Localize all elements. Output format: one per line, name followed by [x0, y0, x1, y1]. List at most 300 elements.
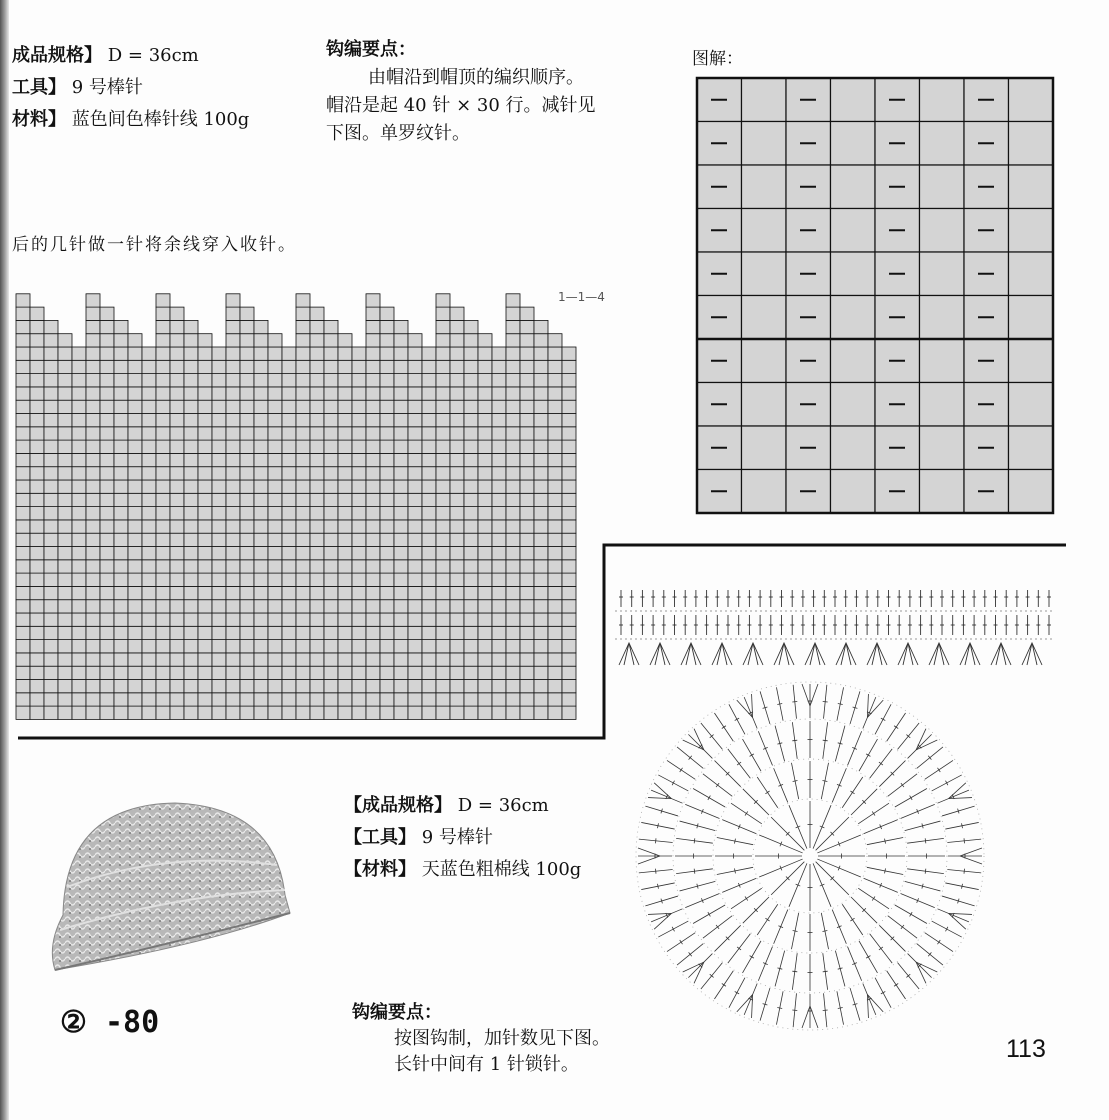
page-number: 113	[1006, 1035, 1046, 1063]
grid-cell	[338, 653, 352, 666]
grid-cell	[198, 347, 212, 360]
fan-stitch	[929, 643, 949, 665]
rib-cell	[1009, 426, 1054, 470]
grid-cell	[86, 520, 100, 533]
grid-cell	[450, 533, 464, 546]
grid-cell	[44, 573, 58, 586]
grid-cell	[562, 347, 576, 360]
grid-cell	[436, 387, 450, 400]
grid-cell	[254, 640, 268, 653]
grid-cell	[226, 626, 240, 639]
grid-cell	[352, 467, 366, 480]
grid-cell	[44, 334, 58, 347]
grid-cell	[44, 360, 58, 373]
grid-cell	[282, 666, 296, 679]
grid-cell	[44, 693, 58, 706]
grid-cell	[212, 586, 226, 599]
grid-cell	[534, 360, 548, 373]
material-value: 蓝色间色棒针线 100g	[71, 109, 250, 130]
grid-cell	[128, 387, 142, 400]
grid-cell	[394, 387, 408, 400]
stitch-mark	[708, 796, 711, 800]
tips-line: 帽沿是起 40 针 × 30 行。减针见	[326, 95, 596, 116]
grid-cell	[548, 666, 562, 679]
grid-cell	[310, 374, 324, 387]
grid-cell	[212, 520, 226, 533]
grid-cell	[338, 493, 352, 506]
grid-cell	[394, 320, 408, 333]
grid-cell	[254, 427, 268, 440]
grid-cell	[324, 467, 338, 480]
grid-cell	[72, 520, 86, 533]
grid-cell	[408, 693, 422, 706]
grid-cell	[366, 320, 380, 333]
grid-cell	[394, 560, 408, 573]
grid-cell	[114, 613, 128, 626]
grid-cell	[338, 693, 352, 706]
grid-cell	[100, 573, 114, 586]
grid-cell	[156, 693, 170, 706]
grid-cell	[352, 533, 366, 546]
grid-cell	[296, 294, 310, 307]
grid-cell	[394, 427, 408, 440]
grid-cell	[296, 334, 310, 347]
grid-cell	[128, 693, 142, 706]
grid-cell	[548, 414, 562, 427]
grid-cell	[170, 440, 184, 453]
grid-cell	[352, 560, 366, 573]
stitch-mark	[894, 983, 898, 986]
grid-cell	[282, 387, 296, 400]
grid-cell	[562, 706, 576, 719]
grid-cell	[492, 480, 506, 493]
grid-cell	[352, 360, 366, 373]
grid-cell	[534, 480, 548, 493]
grid-cell	[100, 427, 114, 440]
grid-cell	[450, 453, 464, 466]
grid-cell	[506, 320, 520, 333]
grid-cell	[436, 680, 450, 693]
grid-cell	[16, 560, 30, 573]
grid-cell	[170, 640, 184, 653]
grid-cell	[282, 493, 296, 506]
rib-cell	[831, 252, 876, 296]
grid-cell	[156, 453, 170, 466]
grid-cell	[338, 520, 352, 533]
grid-cell	[548, 387, 562, 400]
grid-cell	[114, 533, 128, 546]
grid-cell	[310, 320, 324, 333]
grid-cell	[436, 666, 450, 679]
grid-cell	[366, 307, 380, 320]
grid-cell	[16, 533, 30, 546]
grid-cell	[30, 440, 44, 453]
grid-cell	[142, 613, 156, 626]
grid-cell	[170, 307, 184, 320]
grid-cell	[534, 467, 548, 480]
grid-cell	[142, 493, 156, 506]
grid-cell	[86, 547, 100, 560]
decrease-label: 1—1—4	[558, 290, 605, 304]
grid-cell	[520, 360, 534, 373]
grid-cell	[170, 387, 184, 400]
grid-cell	[534, 453, 548, 466]
grid-cell	[464, 320, 478, 333]
grid-cell	[44, 640, 58, 653]
grid-cell	[240, 640, 254, 653]
grid-cell	[450, 640, 464, 653]
rib-cell	[920, 383, 965, 427]
grid-cell	[562, 653, 576, 666]
grid-cell	[198, 547, 212, 560]
grid-cell	[100, 493, 114, 506]
material-label: 材料】	[12, 109, 66, 130]
grid-cell	[394, 613, 408, 626]
grid-cell	[58, 640, 72, 653]
grid-cell	[436, 467, 450, 480]
grid-cell	[240, 626, 254, 639]
grid-cell	[492, 533, 506, 546]
grid-cell	[114, 666, 128, 679]
grid-cell	[366, 666, 380, 679]
grid-cell	[156, 613, 170, 626]
grid-cell	[520, 680, 534, 693]
grid-cell	[86, 653, 100, 666]
grid-cell	[324, 586, 338, 599]
grid-cell	[310, 573, 324, 586]
grid-cell	[534, 613, 548, 626]
stitch-mark	[777, 703, 782, 704]
grid-cell	[324, 400, 338, 413]
rib-cell	[1009, 470, 1054, 514]
grid-cell	[506, 560, 520, 573]
grid-cell	[198, 453, 212, 466]
grid-cell	[310, 547, 324, 560]
grid-cell	[380, 680, 394, 693]
stitch-mark	[879, 762, 883, 765]
grid-cell	[184, 693, 198, 706]
grid-cell	[352, 493, 366, 506]
stitch-mark	[750, 754, 754, 757]
grid-cell	[464, 467, 478, 480]
grid-cell	[30, 680, 44, 693]
diagram-label: 图解：	[692, 49, 743, 69]
grid-cell	[170, 666, 184, 679]
grid-cell	[268, 440, 282, 453]
grid-cell	[58, 480, 72, 493]
grid-cell	[58, 400, 72, 413]
grid-cell	[170, 547, 184, 560]
rib-cell	[742, 426, 787, 470]
grid-cell	[100, 626, 114, 639]
grid-cell	[184, 666, 198, 679]
rib-cell	[1009, 209, 1054, 253]
grid-cell	[240, 507, 254, 520]
grid-cell	[310, 706, 324, 719]
grid-cell	[16, 427, 30, 440]
grid-cell	[86, 320, 100, 333]
grid-cell	[30, 507, 44, 520]
grid-cell	[58, 440, 72, 453]
grid-cell	[436, 347, 450, 360]
grid-cell	[380, 347, 394, 360]
grid-cell	[478, 693, 492, 706]
grid-cell	[534, 586, 548, 599]
grid-cell	[44, 493, 58, 506]
grid-cell	[156, 706, 170, 719]
grid-cell	[464, 653, 478, 666]
grid-cell	[436, 573, 450, 586]
grid-cell	[408, 600, 422, 613]
grid-cell	[338, 640, 352, 653]
grid-cell	[296, 586, 310, 599]
grid-cell	[100, 520, 114, 533]
grid-cell	[338, 400, 352, 413]
grid-cell	[352, 347, 366, 360]
grid-cell	[170, 586, 184, 599]
grid-cell	[226, 467, 240, 480]
fan-stitch	[898, 643, 918, 665]
grid-cell	[366, 507, 380, 520]
grid-cell	[422, 560, 436, 573]
stitch-mark	[745, 811, 748, 815]
grid-cell	[240, 666, 254, 679]
grid-cell	[100, 440, 114, 453]
grid-cell	[282, 547, 296, 560]
grid-cell	[170, 507, 184, 520]
grid-cell	[548, 374, 562, 387]
grid-cell	[44, 613, 58, 626]
grid-cell	[268, 693, 282, 706]
grid-cell	[100, 706, 114, 719]
grid-cell	[30, 347, 44, 360]
grid-cell	[450, 706, 464, 719]
grid-cell	[450, 573, 464, 586]
grid-cell	[534, 680, 548, 693]
grid-cell	[86, 573, 100, 586]
tips-heading: 钩编要点：	[352, 1002, 442, 1023]
grid-cell	[562, 467, 576, 480]
grid-cell	[212, 414, 226, 427]
grid-cell	[338, 360, 352, 373]
grid-cell	[450, 440, 464, 453]
grid-cell	[100, 533, 114, 546]
grid-cell	[142, 560, 156, 573]
grid-cell	[366, 586, 380, 599]
grid-cell	[86, 347, 100, 360]
grid-cell	[436, 360, 450, 373]
grid-cell	[212, 600, 226, 613]
grid-cell	[114, 626, 128, 639]
grid-cell	[58, 653, 72, 666]
grid-cell	[226, 666, 240, 679]
grid-cell	[114, 493, 128, 506]
grid-cell	[296, 320, 310, 333]
grid-cell	[16, 600, 30, 613]
grid-cell	[58, 493, 72, 506]
grid-cell	[268, 653, 282, 666]
grid-cell	[324, 640, 338, 653]
grid-cell	[156, 573, 170, 586]
grid-cell	[450, 467, 464, 480]
grid-cell	[366, 626, 380, 639]
grid-cell	[282, 440, 296, 453]
grid-cell	[296, 520, 310, 533]
grid-cell	[72, 480, 86, 493]
grid-cell	[408, 360, 422, 373]
grid-cell	[352, 600, 366, 613]
grid-cell	[352, 693, 366, 706]
grid-cell	[184, 493, 198, 506]
grid-cell	[492, 507, 506, 520]
grid-cell	[408, 680, 422, 693]
grid-cell	[478, 666, 492, 679]
grid-cell	[170, 560, 184, 573]
grid-cell	[114, 706, 128, 719]
fan-stitch	[619, 643, 639, 665]
rib-cell	[1009, 296, 1054, 340]
grid-cell	[282, 533, 296, 546]
grid-cell	[156, 560, 170, 573]
grid-cell	[408, 387, 422, 400]
grid-cell	[478, 467, 492, 480]
grid-cell	[240, 307, 254, 320]
stitch-mark	[872, 811, 875, 815]
grid-cell	[324, 334, 338, 347]
grid-cell	[450, 666, 464, 679]
grid-cell	[534, 387, 548, 400]
grid-cell	[506, 640, 520, 653]
rib-cell	[1009, 383, 1054, 427]
grid-cell	[268, 507, 282, 520]
stitch-mark	[657, 884, 658, 889]
grid-cell	[464, 400, 478, 413]
grid-cell	[128, 427, 142, 440]
grid-cell	[352, 400, 366, 413]
grid-cell	[254, 467, 268, 480]
grid-cell	[184, 427, 198, 440]
grid-cell	[534, 334, 548, 347]
grid-cell	[478, 453, 492, 466]
grid-cell	[170, 693, 184, 706]
rib-cell	[1009, 122, 1054, 166]
grid-cell	[114, 693, 128, 706]
grid-cell	[506, 680, 520, 693]
grid-cell	[464, 706, 478, 719]
grid-cell	[268, 453, 282, 466]
grid-cell	[436, 320, 450, 333]
stitch-mark	[910, 912, 913, 916]
grid-cell	[100, 680, 114, 693]
grid-cell	[534, 653, 548, 666]
grid-cell	[212, 560, 226, 573]
grid-cell	[44, 427, 58, 440]
grid-cell	[170, 480, 184, 493]
grid-cell	[114, 507, 128, 520]
grid-cell	[254, 533, 268, 546]
grid-cell	[338, 560, 352, 573]
grid-cell	[394, 507, 408, 520]
grid-cell	[156, 520, 170, 533]
grid-cell	[534, 320, 548, 333]
grid-cell	[352, 440, 366, 453]
stitch-mark	[777, 1008, 782, 1009]
grid-cell	[184, 320, 198, 333]
grid-cell	[240, 347, 254, 360]
grid-cell	[44, 347, 58, 360]
stitch-mark	[722, 726, 726, 729]
grid-cell	[30, 640, 44, 653]
grid-cell	[450, 480, 464, 493]
grid-cell	[478, 600, 492, 613]
grid-cell	[170, 374, 184, 387]
grid-cell	[310, 387, 324, 400]
grid-cell	[128, 400, 142, 413]
grid-cell	[184, 467, 198, 480]
grid-cell	[226, 294, 240, 307]
grid-cell	[30, 374, 44, 387]
grid-cell	[170, 493, 184, 506]
grid-cell	[268, 427, 282, 440]
grid-cell	[282, 467, 296, 480]
grid-cell	[198, 693, 212, 706]
grid-cell	[324, 680, 338, 693]
grid-cell	[114, 440, 128, 453]
grid-cell	[30, 560, 44, 573]
grid-cell	[436, 480, 450, 493]
grid-cell	[58, 360, 72, 373]
stitch-mark	[694, 838, 695, 843]
grid-cell	[436, 307, 450, 320]
grid-cell	[408, 467, 422, 480]
grid-cell	[310, 613, 324, 626]
grid-cell	[464, 666, 478, 679]
grid-cell	[156, 307, 170, 320]
grid-cell	[114, 600, 128, 613]
grid-cell	[352, 666, 366, 679]
grid-cell	[422, 440, 436, 453]
grid-cell	[422, 533, 436, 546]
grid-cell	[44, 467, 58, 480]
grid-cell	[86, 666, 100, 679]
grid-cell	[226, 480, 240, 493]
grid-cell	[72, 680, 86, 693]
grid-cell	[380, 600, 394, 613]
grid-cell	[464, 374, 478, 387]
grid-cell	[128, 600, 142, 613]
grid-cell	[352, 547, 366, 560]
grid-cell	[380, 374, 394, 387]
grid-cell	[366, 453, 380, 466]
grid-cell	[240, 400, 254, 413]
grid-cell	[380, 507, 394, 520]
grid-cell	[296, 533, 310, 546]
grid-cell	[128, 480, 142, 493]
grid-cell	[478, 706, 492, 719]
grid-cell	[310, 347, 324, 360]
grid-cell	[380, 533, 394, 546]
grid-cell	[548, 573, 562, 586]
stitch-mark	[745, 896, 748, 900]
grid-cell	[422, 414, 436, 427]
grid-cell	[310, 440, 324, 453]
grid-cell	[184, 573, 198, 586]
grid-cell	[492, 640, 506, 653]
rib-cell	[920, 339, 965, 383]
grid-cell	[142, 427, 156, 440]
grid-cell	[100, 347, 114, 360]
grid-cell	[310, 507, 324, 520]
